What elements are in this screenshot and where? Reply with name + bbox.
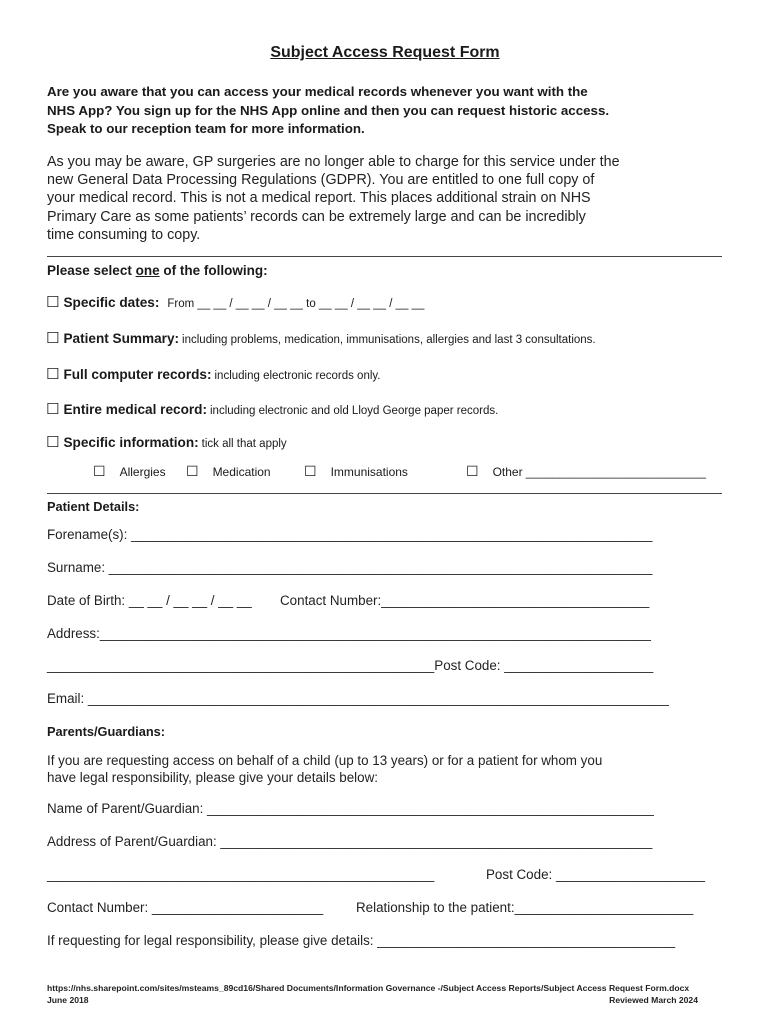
- option-specific-information[interactable]: ☐ Specific information: tick all that apply: [46, 434, 287, 451]
- checkbox-icon[interactable]: ☐: [46, 401, 60, 418]
- date-of-birth-field[interactable]: Date of Birth: __ __ / __ __ / __ __: [47, 593, 252, 608]
- nhs-app-notice: [47, 83, 737, 139]
- sub-option-immunisations[interactable]: ☐ Immunisations: [304, 463, 408, 479]
- option-specific-dates[interactable]: ☐ Specific dates: From __ __ / __ __ / __ __ to __ __ / __ __ / __ __: [46, 294, 425, 311]
- email-field[interactable]: Email: ______________________________________________________________________________: [47, 691, 669, 706]
- guardian-instructions: If you are requesting access on behalf of a child (up to 13 years) or for a patient for whom you have legal responsibility, please give your details below:: [47, 753, 603, 785]
- checkbox-icon[interactable]: ☐: [304, 463, 317, 479]
- checkbox-icon[interactable]: ☐: [466, 463, 479, 479]
- footer-reviewed: Reviewed March 2024: [609, 995, 698, 1005]
- paragraph-line: time consuming to copy.: [47, 226, 201, 243]
- guardian-name-field[interactable]: Name of Parent/Guardian: ____________________________________________________________: [47, 801, 654, 816]
- sub-option-allergies[interactable]: ☐ Allergies: [93, 463, 166, 479]
- divider: [47, 256, 722, 257]
- relationship-field[interactable]: Relationship to the patient:________________________: [356, 900, 694, 915]
- paragraph-line: Primary Care as some patients’ records can be extremely large and can be incredibly: [47, 208, 586, 225]
- forename-field[interactable]: Forename(s): ______________________________________________________________________: [47, 527, 653, 542]
- paragraph-line: new General Data Processing Regulations (GDPR). You are entitled to one full copy of: [47, 172, 595, 189]
- guardians-heading: Parents/Guardians:: [47, 724, 166, 739]
- checkbox-icon[interactable]: ☐: [46, 366, 60, 383]
- footer-document-path: https://nhs.sharepoint.com/sites/msteams_89cd16/Shared Documents/Information Governance -/Subject Access Reports/Subject Access Request Form.docx: [47, 983, 690, 993]
- sub-option-other[interactable]: ☐ Other ___________________________: [466, 463, 707, 479]
- checkbox-icon[interactable]: ☐: [186, 463, 199, 479]
- legal-responsibility-field[interactable]: If requesting for legal responsibility, please give details: ________________________________________: [47, 933, 676, 948]
- patient-details-heading: Patient Details:: [47, 499, 140, 514]
- gdpr-paragraph: [47, 153, 737, 244]
- surname-field[interactable]: Surname: _________________________________________________________________________: [47, 560, 653, 575]
- notice-line: Speak to our reception team for more information.: [47, 121, 365, 136]
- footer-date: June 2018: [47, 995, 89, 1005]
- notice-line: Are you aware that you can access your medical records whenever you want with the: [47, 84, 588, 99]
- option-patient-summary[interactable]: ☐ Patient Summary: including problems, medication, immunisations, allergies and last 3 consultations.: [46, 330, 596, 347]
- checkbox-icon[interactable]: ☐: [93, 463, 106, 479]
- guardian-address-line2-field[interactable]: ____________________________________________________: [47, 867, 435, 882]
- option-entire-medical-record[interactable]: ☐ Entire medical record: including electronic and old Lloyd George paper records.: [46, 401, 499, 418]
- guardian-address-field[interactable]: Address of Parent/Guardian: __________________________________________________________: [47, 834, 653, 849]
- divider: [47, 493, 722, 494]
- checkbox-icon[interactable]: ☐: [46, 294, 60, 311]
- form-title: Subject Access Request Form: [270, 44, 500, 61]
- address-field[interactable]: Address:__________________________________________________________________________: [47, 626, 651, 641]
- checkbox-icon[interactable]: ☐: [46, 434, 60, 451]
- option-full-computer-records[interactable]: ☐ Full computer records: including electronic records only.: [46, 366, 381, 383]
- address-postcode-field[interactable]: ____________________________________________________Post Code: ____________________: [47, 658, 654, 673]
- paragraph-line: your medical record. This is not a medical report. This places additional strain on NHS: [47, 190, 591, 207]
- guardian-postcode-field[interactable]: Post Code: ____________________: [486, 867, 705, 882]
- notice-line: NHS App? You sign up for the NHS App online and then you can request historic access.: [47, 102, 610, 118]
- paragraph-line: As you may be aware, GP surgeries are no longer able to charge for this service under the: [47, 154, 620, 170]
- guardian-contact-field[interactable]: Contact Number: _______________________: [47, 900, 324, 915]
- select-heading: Please select one of the following:: [47, 263, 268, 278]
- sub-option-medication[interactable]: ☐ Medication: [186, 463, 271, 479]
- contact-number-field[interactable]: Contact Number:____________________________________: [280, 593, 650, 608]
- checkbox-icon[interactable]: ☐: [46, 330, 60, 347]
